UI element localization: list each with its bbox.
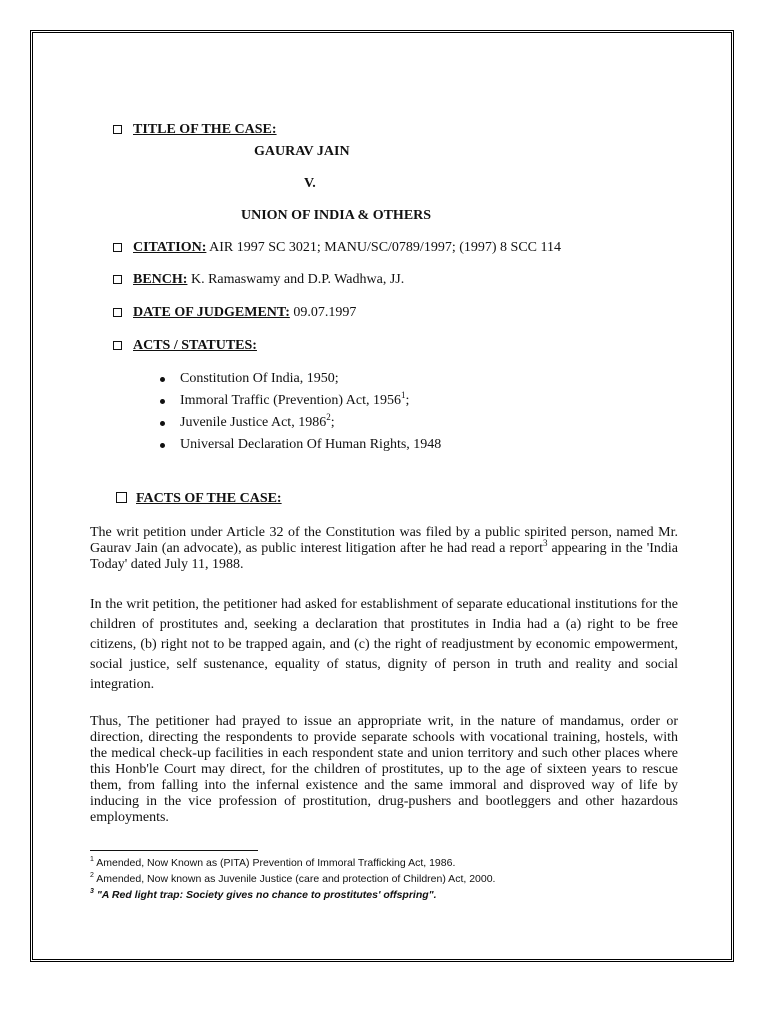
versus-text: V. bbox=[304, 176, 316, 191]
list-item: Juvenile Justice Act, 1986$^2$; bbox=[160, 415, 441, 437]
citation-label: CITATION: bbox=[133, 240, 207, 255]
bench-row bbox=[113, 272, 404, 288]
bench-value: K. Ramaswamy and D.P. Wadhwa, JJ. bbox=[190, 272, 405, 287]
title-heading bbox=[113, 122, 277, 138]
bullet-icon bbox=[160, 377, 165, 382]
footnote-divider bbox=[90, 850, 258, 851]
bullet-icon bbox=[160, 399, 165, 404]
date-label: DATE OF JUDGEMENT: bbox=[133, 305, 290, 320]
bullet-icon bbox=[160, 443, 165, 448]
checkbox-bullet-icon bbox=[113, 125, 122, 134]
checkbox-bullet-icon bbox=[113, 243, 122, 252]
date-value: 09.07.1997 bbox=[293, 305, 357, 320]
footnote-3: $^3$ "A Red light trap: Society gives no chance to prostitutes' offspring". bbox=[90, 888, 437, 901]
footnote-1: $^1$ Amended, Now Known as (PITA) Prevention of Immoral Trafficking Act, 1986. bbox=[90, 856, 456, 869]
checkbox-bullet-icon bbox=[113, 275, 122, 284]
list-item: Immoral Traffic (Prevention) Act, 1956$^1$; bbox=[160, 393, 441, 415]
facts-paragraph-1: The writ petition under Article 32 of the Constitution was filed by a public spirited person, named Mr. Gaurav Jain (an advocate), as public interest litigation after he had read a report$^3$ appearing in the 'India Today' dated July 11, 1988. bbox=[90, 525, 678, 572]
party-one: GAURAV JAIN bbox=[254, 144, 350, 159]
facts-paragraph-3: Thus, The petitioner had prayed to issue an appropriate writ, in the nature of mandamus, order or direction, directing the respondents to provide separate schools with vocational training, hostels, with the medical check-up facilities in each respondent state and union territory and such other places where this Honb'le Court may direct, for the children of prostitutes, up to the age of sixteen years to rescue them, from falling into the infernal existence and the same immoral and disproved way of life by inducing in the vice profession of prostitution, drug-pushers and bootleggers and other hazardous employments. bbox=[90, 714, 678, 825]
checkbox-bullet-icon bbox=[113, 341, 122, 350]
facts-label: FACTS OF THE CASE: bbox=[136, 491, 282, 506]
checkbox-bullet-icon bbox=[116, 492, 127, 503]
acts-list bbox=[160, 371, 441, 459]
list-item: Constitution Of India, 1950; bbox=[160, 371, 441, 393]
footnote-2: $^2$ Amended, Now known as Juvenile Justice (care and protection of Children) Act, 2000. bbox=[90, 872, 496, 885]
date-row bbox=[113, 305, 356, 321]
citation-row bbox=[113, 240, 561, 256]
checkbox-bullet-icon bbox=[113, 308, 122, 317]
bench-label: BENCH: bbox=[133, 272, 188, 287]
bullet-icon bbox=[160, 421, 165, 426]
acts-heading bbox=[113, 338, 257, 354]
acts-label: ACTS / STATUTES: bbox=[133, 338, 257, 353]
title-label: TITLE OF THE CASE: bbox=[133, 122, 277, 137]
citation-value: AIR 1997 SC 3021; MANU/SC/0789/1997; (1997) 8 SCC 114 bbox=[209, 240, 561, 255]
party-two: UNION OF INDIA & OTHERS bbox=[241, 208, 432, 223]
list-item: Universal Declaration Of Human Rights, 1948 bbox=[160, 437, 441, 459]
facts-heading bbox=[116, 491, 282, 507]
facts-paragraph-2: In the writ petition, the petitioner had asked for establishment of separate educational institutions for the children of prostitutes and, seeking a declaration that prostitutes in India had a (a) right to be free citizens, (b) right not to be trapped again, and (c) the right of readjustment by economic empowerment, social justice, self sustenance, equality of status, dignity of person in truth and reality and social integration. bbox=[90, 597, 678, 692]
